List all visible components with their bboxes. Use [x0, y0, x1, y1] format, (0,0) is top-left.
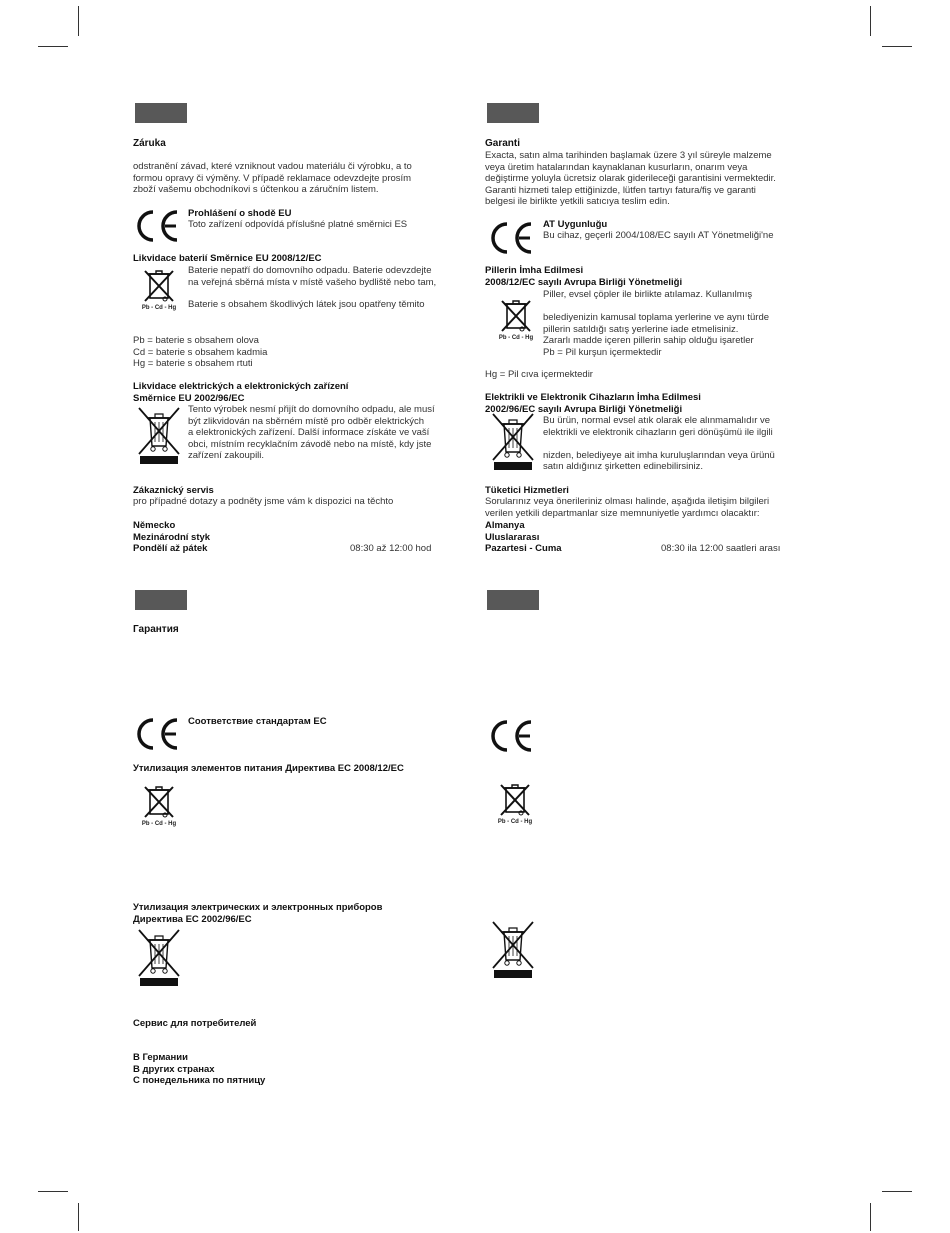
tr-battery-text: Piller, evsel çöpler ile birlikte atılamaz. Kullanılmış belediyenizin kamusal toplama yerlerine ve aynı türde pillerin satıldığı satış yerlerine iade etmelisiniz. Zararlı madde içeren pillerin sahip olduğu işaretler Pb = Pil kurşun içermektedir: [543, 289, 770, 358]
crop-mark: [78, 6, 79, 36]
ru-contact-lines: В Германии В других странах С понедельника по пятницу: [133, 1052, 266, 1086]
cs-battery-text1: Baterie nepatří do domovního odpadu. Baterie odevzdejte na veřejná sběrná místa v místě vašeho bydliště nebo tam,: [188, 265, 437, 288]
tr-warranty-text: Exacta, satın alma tarihinden başlamak üzere 3 yıl süreyle malzeme veya üretim hatalarından kaynaklanan kusurların, onarım veya değiştirme yoluyla ücretsiz olarak giderileceği garantisini vermektedir. Garanti hizmeti talep ettiğinizde, lütfen tartıyı fatura/fiş ve garanti belgesi ile birlikte yetkili satıcıya teslim edin.: [485, 150, 776, 207]
tr-hours: 08:30 ila 12:00 saatleri arası: [661, 543, 781, 554]
crop-mark: [78, 1203, 79, 1231]
tr-battery-label: Pb - Cd - Hg: [498, 335, 534, 341]
crossed-bin-battery-icon: [139, 782, 179, 820]
cs-battery-label: Pb - Cd - Hg: [141, 305, 177, 311]
ce-mark-icon: [489, 220, 535, 256]
q4-battery-label: Pb - Cd - Hg: [497, 819, 533, 825]
crossed-bin-weee-icon: [489, 410, 537, 462]
weee-bar: [140, 978, 178, 986]
tr-ce-mark: [489, 220, 535, 256]
ru-weee-title: Утилизация электрических и электронных приборов Директива ЕС 2002/96/EC: [133, 902, 383, 925]
weee-bar: [494, 970, 532, 978]
crossed-bin-weee-icon: [135, 926, 183, 978]
ce-mark-icon: [135, 208, 181, 244]
ru-warranty-title: Гарантия: [133, 624, 179, 635]
cs-battery-symbol: [133, 266, 185, 318]
crop-mark: [882, 1191, 912, 1192]
tr-conformity-title: AT Uygunluğu: [543, 219, 608, 230]
ce-mark-icon: [135, 716, 181, 752]
cs-contact-lines: Německo Mezinárodní styk Pondělí až pátek: [133, 520, 211, 554]
cs-warranty-text: odstranění závad, které vzniknout vadou materiálu či výrobku, a to formou opravy či výměny. V případě reklamace odevzdejte prosím zboží vašemu obchodníkovi s účtenkou a záručním listem.: [133, 161, 412, 195]
language-tab-ru: [135, 590, 187, 610]
language-tab-tr: [487, 103, 539, 123]
cs-service-title: Zákaznický servis: [133, 485, 214, 496]
tr-conformity-text: Bu cihaz, geçerli 2004/108/EC sayılı AT Yönetmeliği'ne: [543, 230, 774, 241]
tr-chem-hg: Hg = Pil cıva içermektedir: [485, 369, 593, 380]
language-tab-cs: [135, 103, 187, 123]
crossed-bin-battery-icon: [139, 266, 179, 304]
language-tab-q4: [487, 590, 539, 610]
cs-ce-mark: [135, 208, 181, 244]
tr-service-text: Sorularınız veya önerileriniz olması halinde, aşağıda iletişim bilgileri verilen yetkili departmanlar size memnuniyetle yardımcı olacaktır:: [485, 496, 770, 519]
ru-conformity-title: Соответствие стандартам ЕС: [188, 716, 327, 727]
crop-mark: [882, 46, 912, 47]
weee-bar: [140, 456, 178, 464]
cs-conformity-text: Toto zařízení odpovídá příslušné platné směrnici ES: [188, 219, 408, 230]
tr-weee-title: Elektrikli ve Elektronik Cihazların İmha Edilmesi 2002/96/EC sayılı Avrupa Birliği Yönetmeliği: [485, 392, 701, 415]
cs-weee-text: Tento výrobek nesmí přijít do domovního odpadu, ale musí být zlikvidován na sběrném místě pro odběr elektrických a elektronických zařízení. Další informace získáte ve vaší obci, místním recyklačním závodě nebo na místě, kdy jste zařízení zakoupili.: [188, 404, 435, 461]
cs-weee-title: Likvidace elektrických a elektronických zařízení Směrnice EU 2002/96/EC: [133, 381, 349, 404]
cs-battery-title: Likvidace baterií Směrnice EU 2008/12/EC: [133, 253, 322, 264]
crossed-bin-weee-icon: [135, 404, 183, 456]
tr-battery-symbol: [490, 296, 542, 348]
ru-battery-symbol: [133, 782, 185, 834]
q4-battery-symbol: [489, 780, 541, 832]
tr-warranty-title: Garanti: [485, 138, 521, 149]
ru-weee-symbol: [135, 926, 183, 986]
cs-service-text: pro případné dotazy a podněty jsme vám k dispozici na těchto: [133, 496, 394, 507]
tr-battery-title: Pillerin İmha Edilmesi 2008/12/EC sayılı Avrupa Birliği Yönetmeliği: [485, 265, 683, 288]
crop-mark: [38, 1191, 68, 1192]
ru-battery-title: Утилизация элементов питания Директива ЕС 2008/12/EC: [133, 763, 404, 774]
cs-weee-symbol: [135, 404, 183, 464]
cs-warranty-title: Záruka: [133, 138, 166, 149]
crossed-bin-battery-icon: [496, 296, 536, 334]
crossed-bin-battery-icon: [495, 780, 535, 818]
tr-weee-text: Bu ürün, normal evsel atık olarak ele alınmamalıdır ve elektrikli ve elektronik cihazların geri dönüşümü ile ilgili nizden, belediyeye ait imha kuruluşlarından veya ürünü satın aldığınız şirketten edinebilirsiniz.: [543, 415, 775, 472]
tr-contact-lines: Almanya Uluslararası Pazartesi - Cuma: [485, 520, 562, 554]
ru-ce-mark: [135, 716, 181, 752]
tr-service-title: Tüketici Hizmetleri: [485, 485, 569, 496]
q4-weee-symbol: [489, 918, 537, 978]
q4-ce-mark: [489, 718, 535, 754]
ru-service-title: Сервис для потребителей: [133, 1018, 257, 1029]
cs-battery-text2: Baterie s obsahem škodlivých látek jsou opatřeny těmito: [188, 299, 425, 310]
cs-hours: 08:30 až 12:00 hod: [350, 543, 432, 554]
ce-mark-icon: [489, 718, 535, 754]
crop-mark: [870, 6, 871, 36]
weee-bar: [494, 462, 532, 470]
crop-mark: [870, 1203, 871, 1231]
cs-conformity-title: Prohlášení o shodě EU: [188, 208, 292, 219]
ru-battery-label: Pb - Cd - Hg: [141, 821, 177, 827]
crossed-bin-weee-icon: [489, 918, 537, 970]
crop-mark: [38, 46, 68, 47]
cs-chemical-list: Pb = baterie s obsahem olova Cd = baterie s obsahem kadmia Hg = baterie s obsahem rtuti: [133, 335, 268, 369]
tr-weee-symbol: [489, 410, 537, 470]
